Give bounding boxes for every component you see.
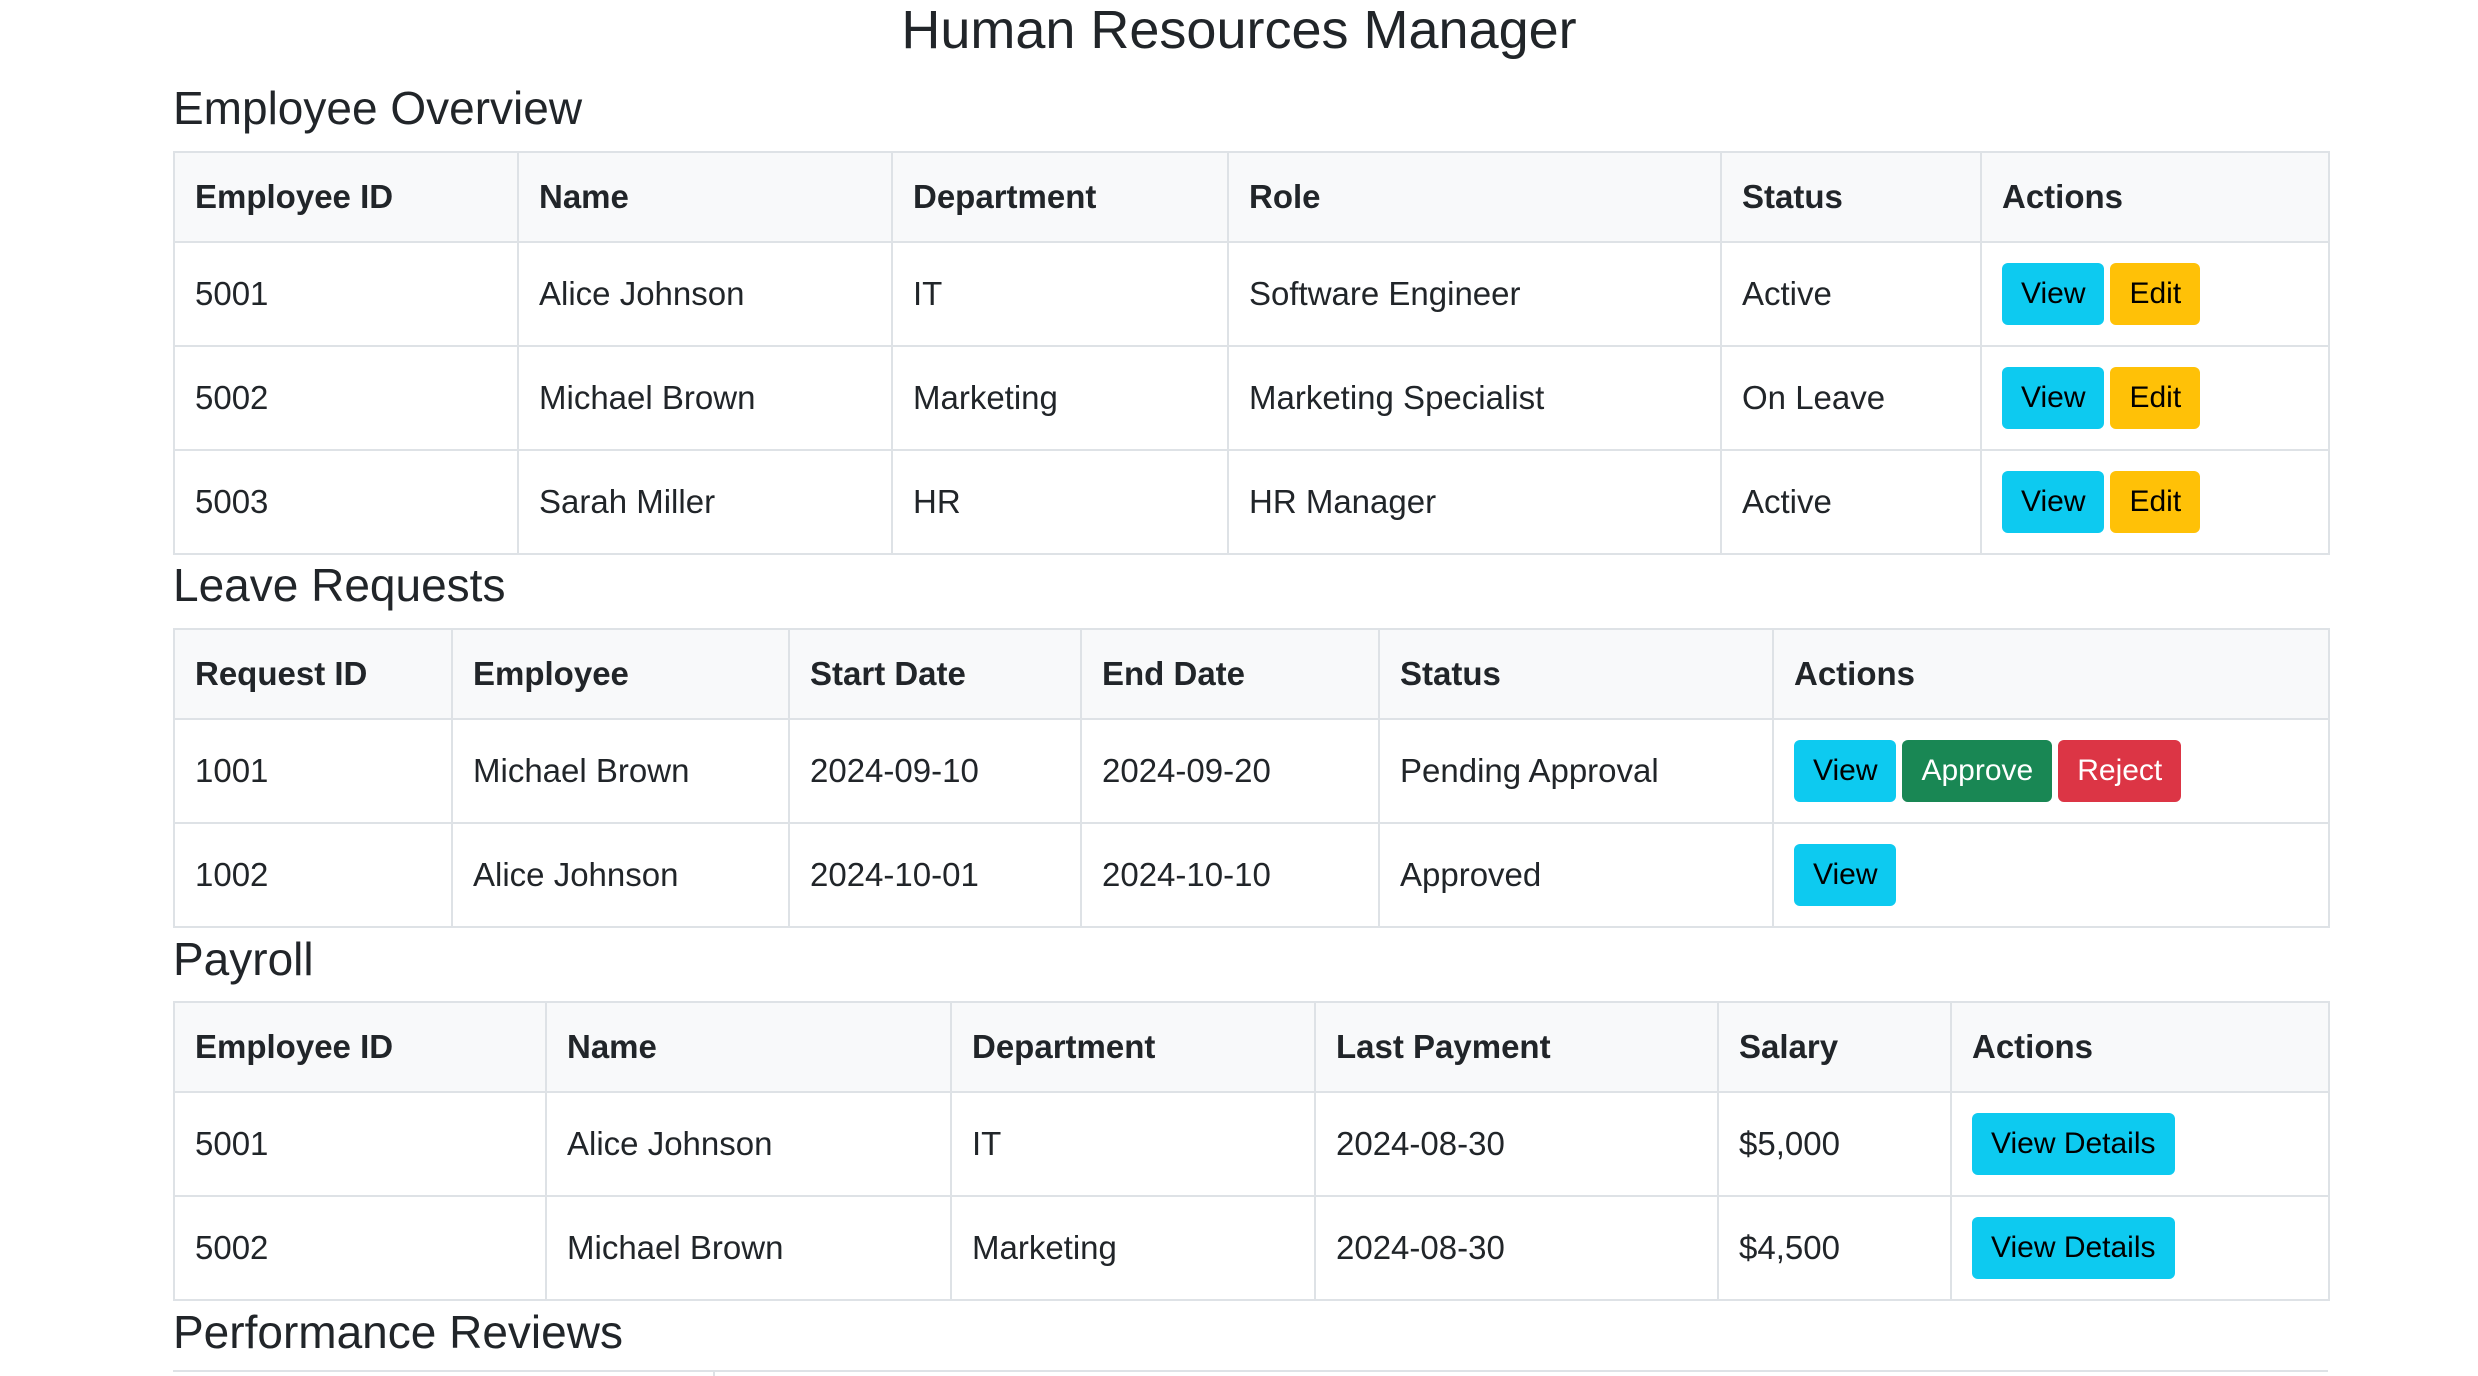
column-header: Status	[1721, 152, 1981, 242]
employee-name-cell: Michael Brown	[546, 1196, 951, 1300]
role-cell: HR Manager	[1228, 450, 1721, 554]
salary-cell: $4,500	[1718, 1196, 1951, 1300]
status-cell: Pending Approval	[1379, 719, 1773, 823]
column-header: Role	[1228, 152, 1721, 242]
view-details-button[interactable]: View Details	[1972, 1217, 2175, 1279]
view-request-button[interactable]: View	[1794, 740, 1896, 802]
employee-id-cell: 5002	[174, 1196, 546, 1300]
page-title: Human Resources Manager	[901, 0, 1577, 60]
actions-cell	[1773, 823, 2329, 927]
last-payment-cell: 2024-08-30	[1315, 1092, 1718, 1196]
end-date-cell: 2024-10-10	[1081, 823, 1379, 927]
actions-cell	[1981, 242, 2329, 346]
table-column-divider	[713, 1372, 715, 1376]
status-cell: Active	[1721, 242, 1981, 346]
employee-overview-table	[173, 151, 2330, 555]
payroll-table	[173, 1001, 2330, 1301]
edit-employee-button[interactable]: Edit	[2110, 263, 2200, 325]
department-cell: Marketing	[892, 346, 1228, 450]
start-date-cell: 2024-09-10	[789, 719, 1081, 823]
start-date-cell: 2024-10-01	[789, 823, 1081, 927]
employee-id-cell: 5002	[174, 346, 518, 450]
department-cell: Marketing	[951, 1196, 1315, 1300]
column-header: End Date	[1081, 629, 1379, 719]
column-header: Actions	[1981, 152, 2329, 242]
column-header: Actions	[1951, 1002, 2329, 1092]
employee-cell: Alice Johnson	[452, 823, 789, 927]
employee-name-cell: Michael Brown	[518, 346, 892, 450]
column-header: Start Date	[789, 629, 1081, 719]
table-row	[174, 450, 2329, 554]
actions-cell	[1981, 450, 2329, 554]
department-cell: HR	[892, 450, 1228, 554]
salary-cell: $5,000	[1718, 1092, 1951, 1196]
last-payment-cell: 2024-08-30	[1315, 1196, 1718, 1300]
employee-overview-title: Employee Overview	[173, 82, 583, 134]
table-row	[174, 242, 2329, 346]
table-row	[174, 823, 2329, 927]
employee-name-cell: Alice Johnson	[518, 242, 892, 346]
request-id-cell: 1002	[174, 823, 452, 927]
status-cell: Active	[1721, 450, 1981, 554]
performance-reviews-table	[173, 1370, 2328, 1374]
table-row	[174, 719, 2329, 823]
employee-name-cell: Alice Johnson	[546, 1092, 951, 1196]
column-header: Employee ID	[174, 152, 518, 242]
approve-request-button[interactable]: Approve	[1902, 740, 2052, 802]
view-employee-button[interactable]: View	[2002, 263, 2104, 325]
edit-employee-button[interactable]: Edit	[2110, 367, 2200, 429]
status-cell: Approved	[1379, 823, 1773, 927]
table-row	[174, 1196, 2329, 1300]
table-header-row	[174, 629, 2329, 719]
actions-cell	[1981, 346, 2329, 450]
end-date-cell: 2024-09-20	[1081, 719, 1379, 823]
leave-requests-table	[173, 628, 2330, 928]
performance-reviews-title: Performance Reviews	[173, 1306, 623, 1358]
column-header: Employee ID	[174, 1002, 546, 1092]
employee-name-cell: Sarah Miller	[518, 450, 892, 554]
column-header: Actions	[1773, 629, 2329, 719]
employee-id-cell: 5001	[174, 1092, 546, 1196]
department-cell: IT	[892, 242, 1228, 346]
column-header: Department	[951, 1002, 1315, 1092]
column-header: Name	[518, 152, 892, 242]
role-cell: Marketing Specialist	[1228, 346, 1721, 450]
column-header: Name	[546, 1002, 951, 1092]
table-header-row	[174, 1002, 2329, 1092]
reject-request-button[interactable]: Reject	[2058, 740, 2181, 802]
employee-cell: Michael Brown	[452, 719, 789, 823]
payroll-title: Payroll	[173, 933, 314, 985]
table-row	[174, 346, 2329, 450]
column-header: Request ID	[174, 629, 452, 719]
view-details-button[interactable]: View Details	[1972, 1113, 2175, 1175]
leave-requests-title: Leave Requests	[173, 559, 506, 611]
table-header-row	[174, 152, 2329, 242]
column-header: Salary	[1718, 1002, 1951, 1092]
actions-cell	[1951, 1092, 2329, 1196]
column-header: Department	[892, 152, 1228, 242]
role-cell: Software Engineer	[1228, 242, 1721, 346]
view-employee-button[interactable]: View	[2002, 367, 2104, 429]
status-cell: On Leave	[1721, 346, 1981, 450]
actions-cell	[1951, 1196, 2329, 1300]
view-employee-button[interactable]: View	[2002, 471, 2104, 533]
actions-cell	[1773, 719, 2329, 823]
column-header: Employee	[452, 629, 789, 719]
view-request-button[interactable]: View	[1794, 844, 1896, 906]
column-header: Last Payment	[1315, 1002, 1718, 1092]
employee-id-cell: 5003	[174, 450, 518, 554]
edit-employee-button[interactable]: Edit	[2110, 471, 2200, 533]
column-header: Status	[1379, 629, 1773, 719]
employee-id-cell: 5001	[174, 242, 518, 346]
table-row	[174, 1092, 2329, 1196]
department-cell: IT	[951, 1092, 1315, 1196]
request-id-cell: 1001	[174, 719, 452, 823]
